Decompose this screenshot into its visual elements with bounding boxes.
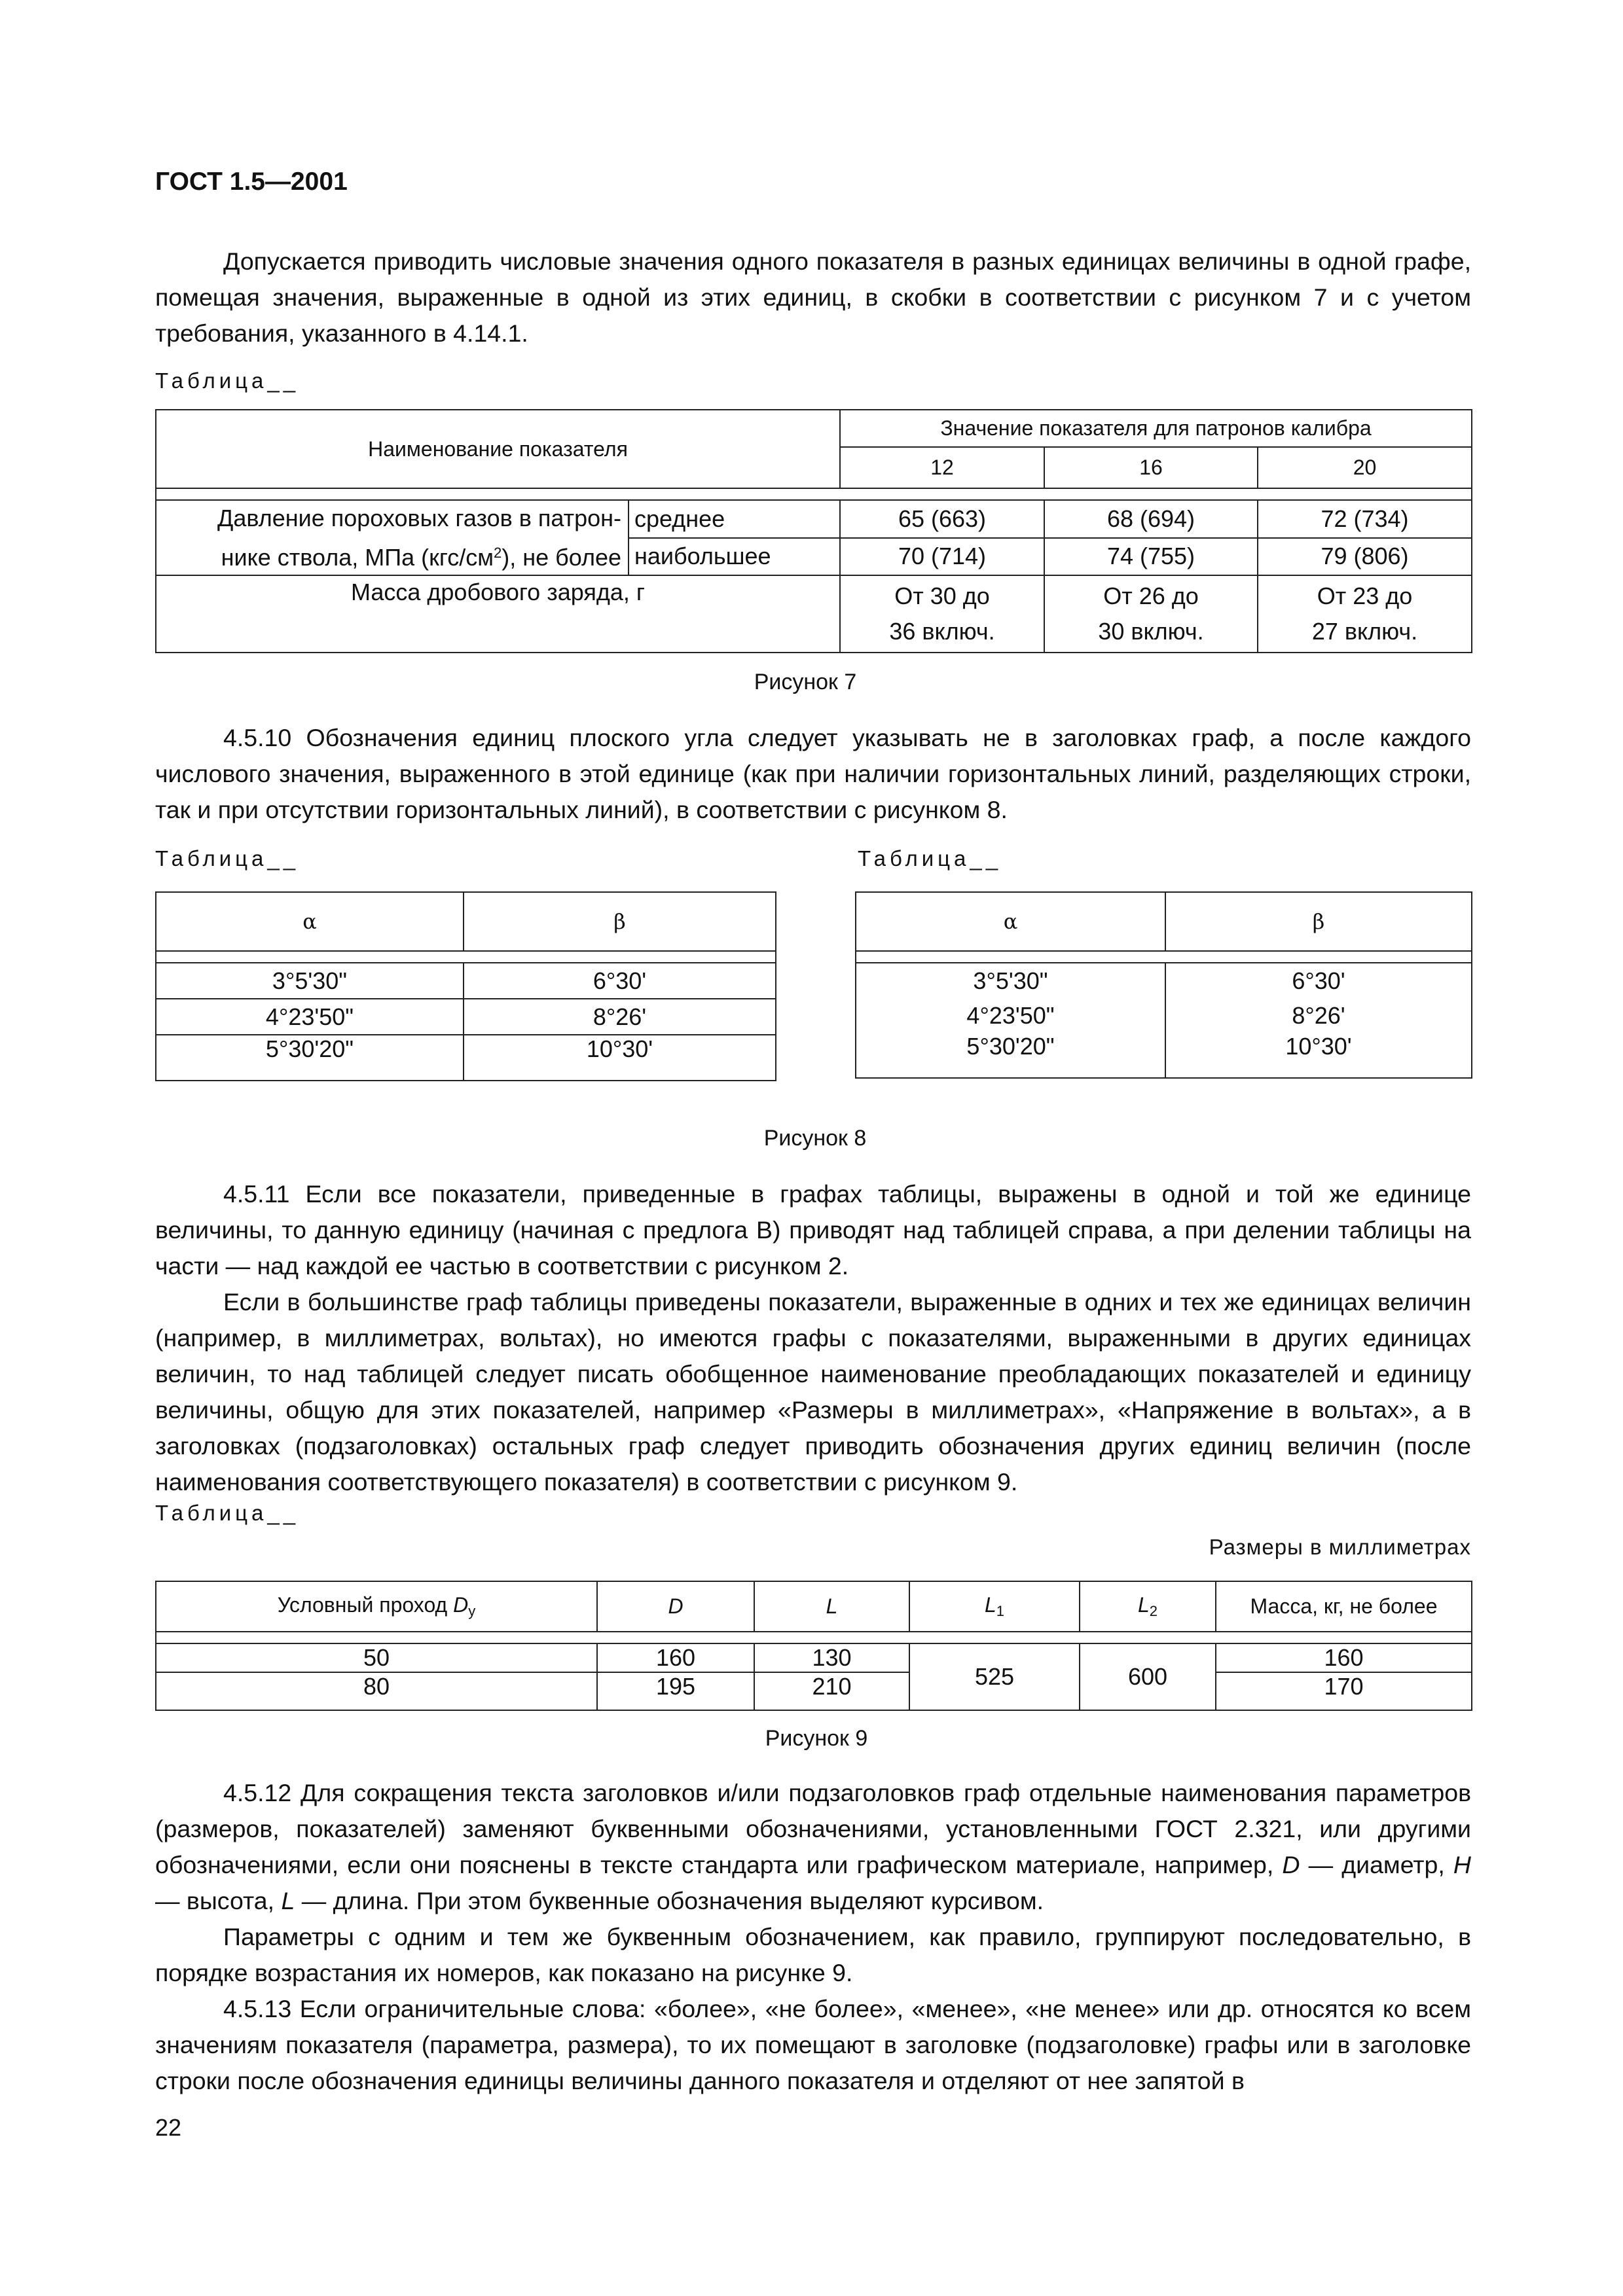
- table-cell: 3°5'30": [156, 963, 464, 999]
- table-cell: 160: [597, 1643, 754, 1672]
- table-cell: 4°23'50": [156, 999, 464, 1035]
- figure-7-caption: Рисунок 7: [754, 670, 857, 694]
- paragraph-text: Если в большинстве граф таблицы приведены показатели, выраженные в одних и тех же единицах величин (например, в миллиметрах, вольтах), но имеются графы с показателями, выраженными в других единицах величин, то над таблицей следует писать обобщенное наименование преобладающих показателей и единицу величины, общую для этих показателей, например «Размеры в миллиметрах», «Напряжение в вольтах», а в заголовках (подзаголовках) остальных граф следует приводить обозначения других единиц величин (после наименования соответствующего показателя) в соответствии с рисунком 9.: [155, 1288, 1471, 1496]
- text-run: 4.5.12 Для сокращения текста заголовков и/или подзаголовков граф отдельные наименования параметров (размеров, показателей) заменяют буквенными обозначениями, установленными ГОСТ 2.321, или другими обозначениями, если они пояснены в тексте стандарта или графическом материале, например,: [155, 1779, 1471, 1878]
- cell-line: 27 включ.: [1311, 618, 1418, 645]
- table-cell: 10°30': [464, 1035, 776, 1081]
- paragraph-4-5-11: [155, 1176, 1471, 1500]
- symbol: L: [281, 1887, 295, 1914]
- cell-line: От 30 до: [894, 583, 990, 609]
- sub-label: наибольшее: [629, 538, 840, 576]
- sub-label: среднее: [629, 500, 840, 538]
- col-header-D: [597, 1581, 754, 1632]
- row-label-line: нике ствола, МПа (кгс/см: [221, 544, 494, 571]
- table-cell: 5°30'20": [856, 1033, 1165, 1078]
- table-cell: [1258, 575, 1472, 653]
- header-text: Условный проход: [277, 1593, 454, 1617]
- table-cell: 160: [1216, 1643, 1472, 1672]
- paragraph-text: Параметры с одним и тем же буквенным обозначением, как правило, группируют последовательно, в порядке возрастания их номеров, как показано на рисунке 9.: [155, 1923, 1471, 1986]
- table-cell: 68 (694): [1044, 500, 1258, 538]
- units-note: Размеры в миллиметрах: [1209, 1535, 1471, 1559]
- table-cell: 6°30': [464, 963, 776, 999]
- text-run: — диаметр,: [1300, 1851, 1453, 1878]
- table-label: Таблица__: [858, 846, 1002, 870]
- figure-8-table-without-lines: [855, 891, 1472, 1079]
- paragraph-4-5-12: [155, 1775, 1471, 2099]
- table-cell: [840, 575, 1044, 653]
- paragraph-text: 4.5.11 Если все показатели, приведенные в графах таблицы, выражены в одной и той же единице величины, то данную единицу (начиная с предлога В) приводят над таблицей справа, а при делении таблицы на части — над каждой ее частью в соответствии с рисунком 2.: [155, 1180, 1471, 1280]
- col-header-mass: Масса, кг, не более: [1216, 1581, 1472, 1632]
- symbol: L: [984, 1593, 996, 1617]
- figure-8-caption: Рисунок 8: [763, 1126, 867, 1151]
- table-label: Таблица__: [155, 846, 300, 870]
- alpha-header: α: [156, 892, 464, 951]
- row-label-line: ), не более: [501, 544, 621, 571]
- col-header-group: Значение показателя для патронов калибра: [840, 410, 1472, 447]
- figure-9-caption: Рисунок 9: [765, 1726, 868, 1751]
- caliber-header: 16: [1044, 447, 1258, 488]
- table-cell: 5°30'20": [156, 1035, 464, 1081]
- text-run: — длина. При этом буквенные обозначения выделяют курсивом.: [295, 1887, 1044, 1914]
- beta-header: β: [464, 892, 776, 951]
- caliber-header: 12: [840, 447, 1044, 488]
- table-cell: 79 (806): [1258, 538, 1472, 576]
- symbol: D: [1282, 1851, 1300, 1878]
- intro-paragraph: [155, 243, 1471, 351]
- table-cell: 80: [156, 1672, 597, 1710]
- table-cell: 74 (755): [1044, 538, 1258, 576]
- page-number: 22: [155, 2114, 182, 2141]
- cell-line: От 23 до: [1317, 583, 1413, 609]
- subscript: 1: [996, 1603, 1005, 1619]
- table-cell: [1044, 575, 1258, 653]
- table-cell: 210: [754, 1672, 909, 1710]
- col-header-L1: [909, 1581, 1080, 1632]
- row-label-pressure: [156, 500, 629, 575]
- symbol: H: [1453, 1851, 1471, 1878]
- figure-9-table: [155, 1581, 1472, 1711]
- beta-header: β: [1165, 892, 1472, 951]
- paragraph-text: 4.5.10 Обозначения единиц плоского угла следует указывать не в заголовках граф, а после каждого числового значения, выраженного в этой единице (как при наличии горизонтальных линий, разделяющих строки, так и при отсутствии горизонтальных линий), в соответствии с рисунком 8.: [155, 724, 1471, 823]
- paragraph-text: [155, 1775, 1471, 1919]
- col-header-name: Наименование показателя: [156, 410, 840, 488]
- table-cell: 8°26': [464, 999, 776, 1035]
- table-cell: 8°26': [1165, 998, 1472, 1033]
- alpha-header: α: [856, 892, 1165, 951]
- subscript: y: [468, 1603, 476, 1619]
- table-label: Таблица__: [155, 368, 300, 393]
- table-cell: 600: [1080, 1643, 1216, 1710]
- col-header-L: [754, 1581, 909, 1632]
- row-label-mass: Масса дробового заряда, г: [156, 575, 840, 653]
- table-cell: 50: [156, 1643, 597, 1672]
- row-label-line: Давление пороховых газов в патрон-: [217, 505, 621, 531]
- cell-line: 30 включ.: [1098, 618, 1204, 645]
- table-cell: 70 (714): [840, 538, 1044, 576]
- table-label: Таблица__: [155, 1501, 300, 1525]
- col-header-nominal-bore: [156, 1581, 597, 1632]
- paragraph-text: 4.5.13 Если ограничительные слова: «более», «не более», «менее», «не менее» или др. относятся ко всем значениям показателя (параметра, размера), то их помещают в заголовке (подзаголовке) графы или в заголовке строки после обозначения единицы величины данного показателя и отделяют от нее запятой в: [155, 1995, 1471, 2094]
- table-cell: 170: [1216, 1672, 1472, 1710]
- document-header: ГОСТ 1.5—2001: [155, 168, 348, 196]
- table-cell: 4°23'50": [856, 998, 1165, 1033]
- table-cell: 6°30': [1165, 963, 1472, 998]
- text-run: — высота,: [155, 1887, 282, 1914]
- figure-7-table: [155, 409, 1472, 653]
- paragraph-4-5-10: [155, 720, 1471, 828]
- table-cell: 10°30': [1165, 1033, 1472, 1078]
- subscript: 2: [1149, 1603, 1158, 1619]
- table-cell: 195: [597, 1672, 754, 1710]
- col-header-L2: [1080, 1581, 1216, 1632]
- table-cell: 72 (734): [1258, 500, 1472, 538]
- cell-line: От 26 до: [1103, 583, 1199, 609]
- table-cell: 130: [754, 1643, 909, 1672]
- figure-8-table-with-lines: [155, 891, 776, 1081]
- symbol: L: [826, 1594, 838, 1618]
- symbol: D: [668, 1594, 684, 1618]
- table-cell: 3°5'30": [856, 963, 1165, 998]
- table-cell: 525: [909, 1643, 1080, 1710]
- caliber-header: 20: [1258, 447, 1472, 488]
- symbol: D: [453, 1593, 469, 1617]
- paragraph-text: Допускается приводить числовые значения одного показателя в разных единицах величины в одной графе, помещая значения, выраженные в одной из этих единиц, в скобки в соответствии с рисунком 7 и с учетом требования, указанного в 4.14.1.: [155, 247, 1471, 347]
- symbol: L: [1137, 1593, 1150, 1617]
- superscript: 2: [493, 545, 502, 561]
- cell-line: 36 включ.: [889, 618, 995, 645]
- table-cell: 65 (663): [840, 500, 1044, 538]
